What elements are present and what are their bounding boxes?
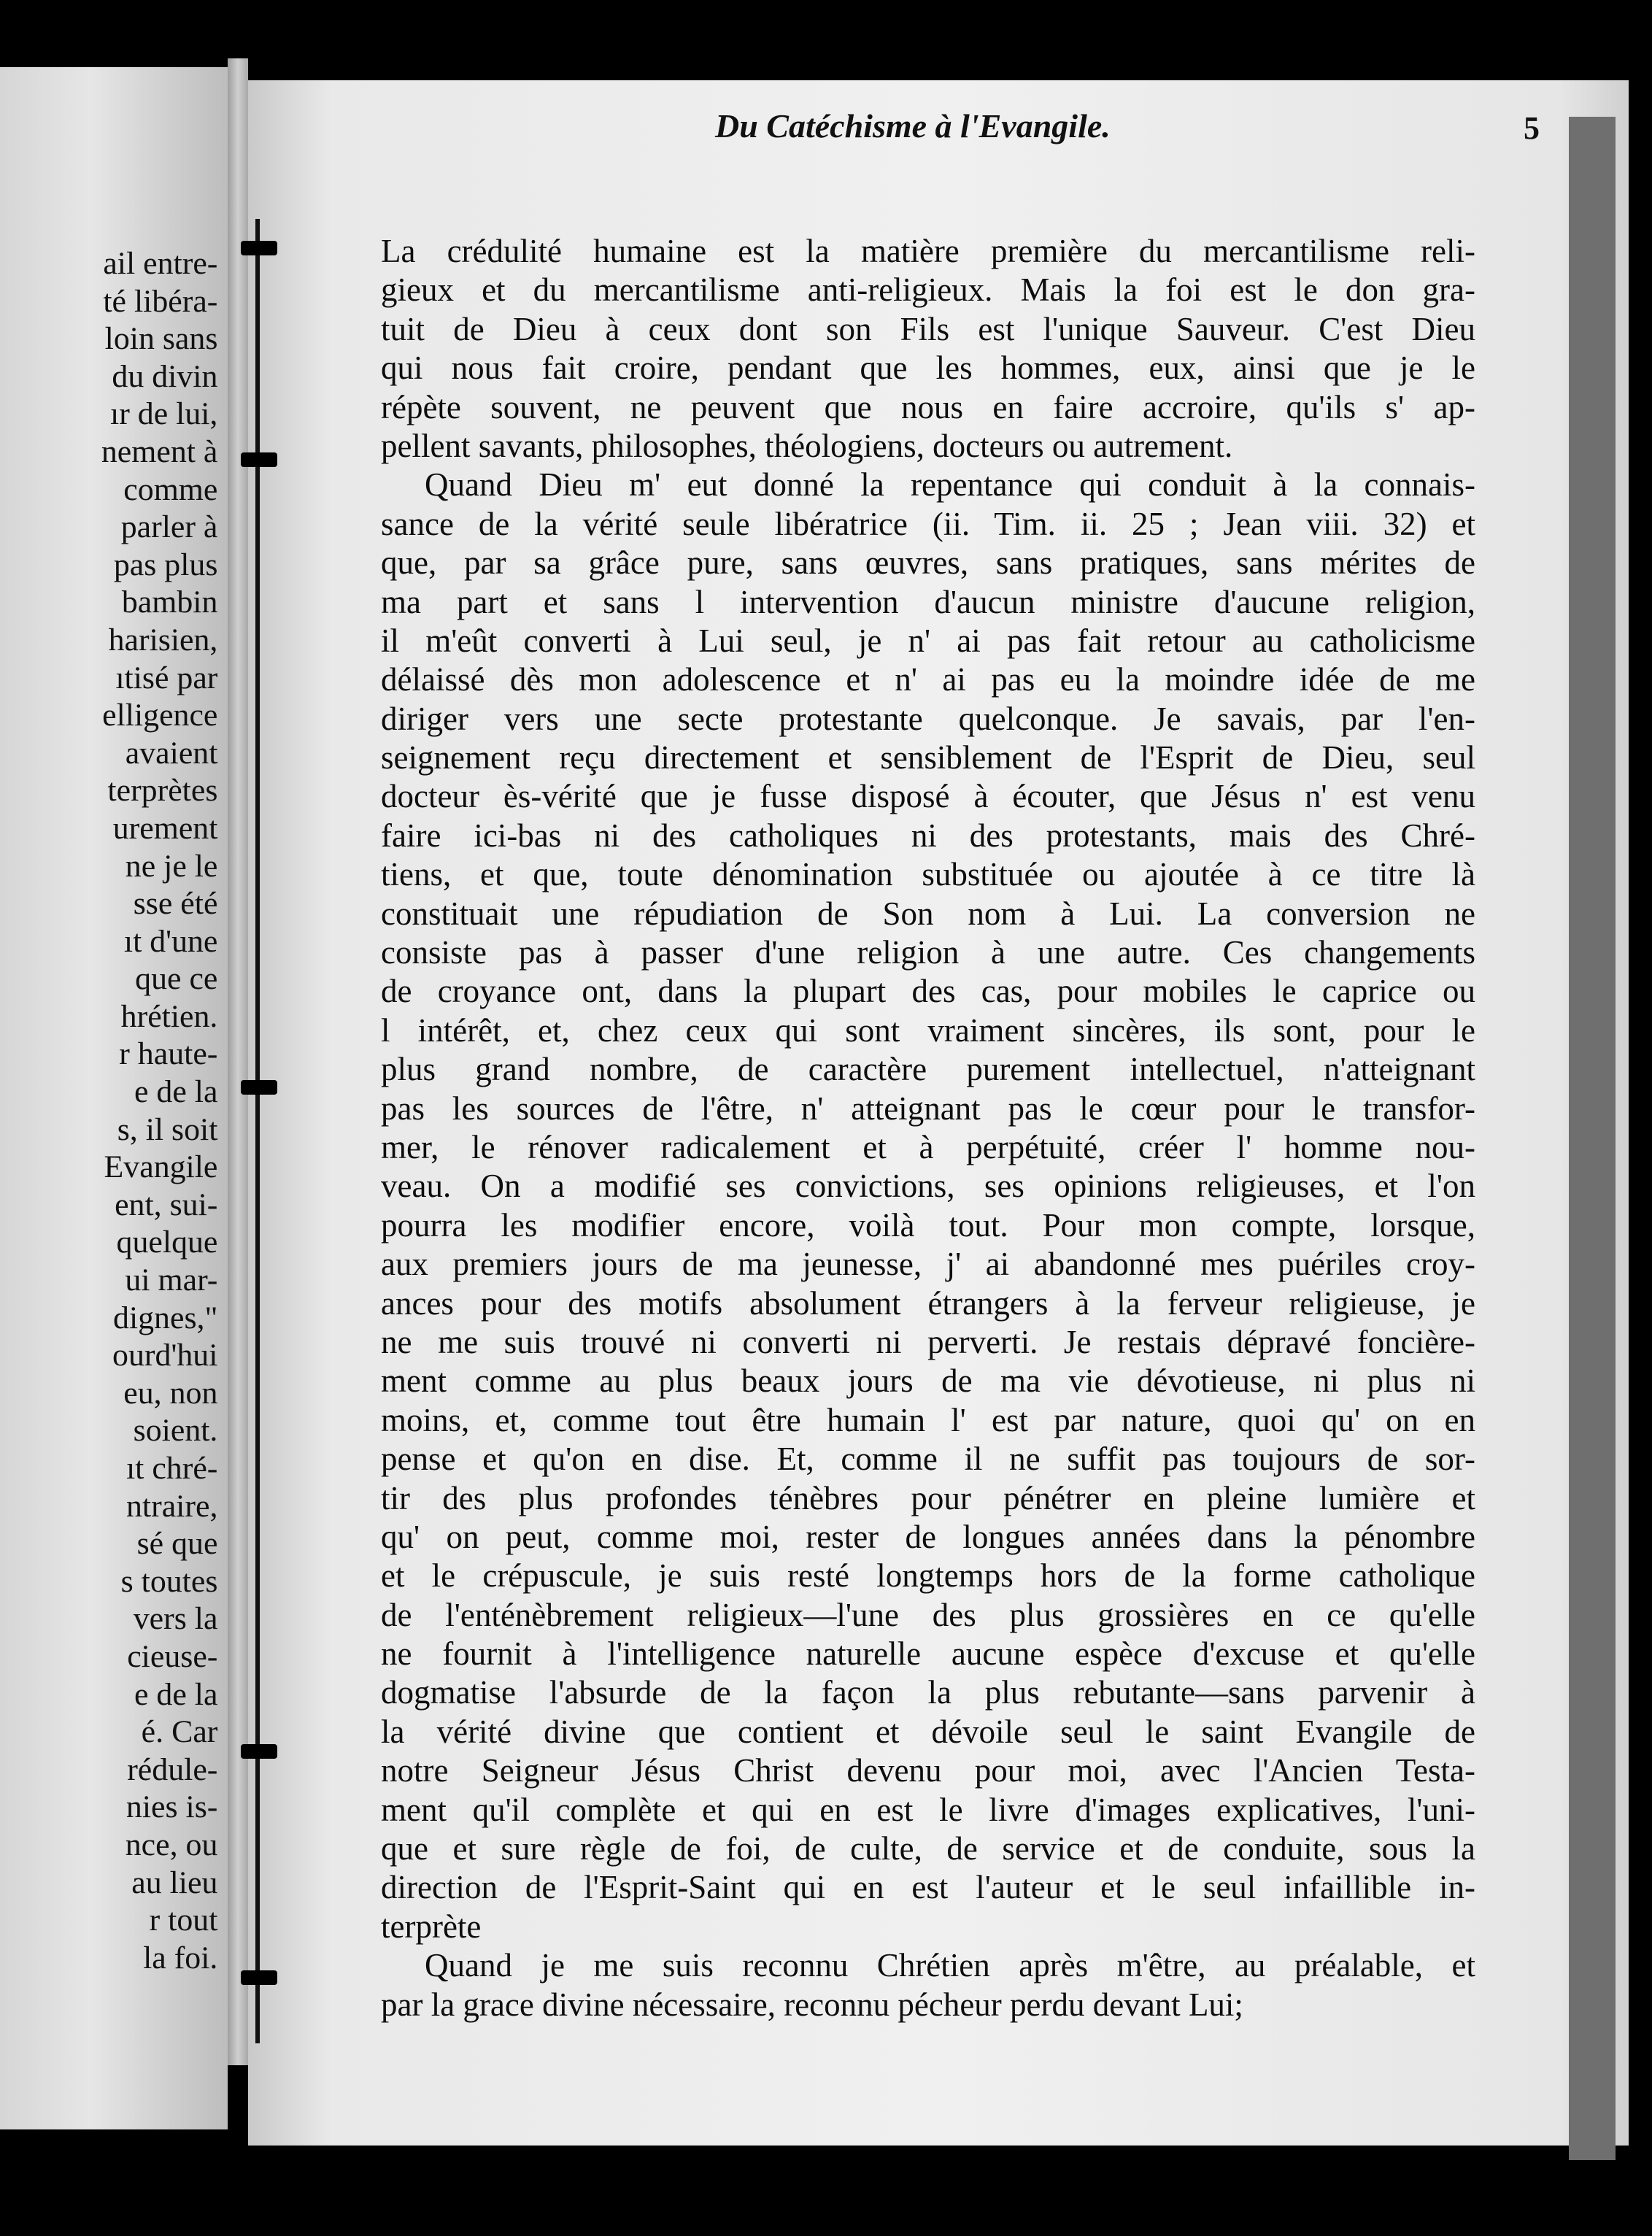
text-line: La crédulité humaine est la matière première du mercantilisme reli- bbox=[381, 233, 1475, 269]
text-line: de croyance ont, dans la plupart des cas, pour mobiles le caprice ou bbox=[381, 973, 1475, 1010]
book-gutter bbox=[228, 58, 248, 2065]
previous-page-line: sé que bbox=[136, 1527, 217, 1562]
text-line: ne me suis trouvé ni converti ni perverti. Je restais dépravé foncière- bbox=[381, 1323, 1475, 1360]
previous-page bbox=[0, 67, 228, 2129]
previous-page-line: ail entre- bbox=[102, 247, 217, 281]
text-line: plus grand nombre, de caractère purement intellectuel, n'atteignant bbox=[381, 1051, 1475, 1088]
previous-page-line: e de la bbox=[134, 1075, 217, 1110]
text-line: délaissé dès mon adolescence et n' ai pas eu la moindre idée de me bbox=[381, 661, 1475, 698]
text-line: notre Seigneur Jésus Christ devenu pour moi, avec l'Ancien Testa- bbox=[381, 1752, 1475, 1789]
text-line: aux premiers jours de ma jeunesse, j' ai abandonné mes puériles croy- bbox=[381, 1246, 1475, 1283]
text-line: sance de la vérité seule libératrice (ii. Tim. ii. 25 ; Jean viii. 32) et bbox=[381, 505, 1475, 542]
previous-page-line: té libéra- bbox=[102, 284, 217, 319]
text-line: il m'eût converti à Lui seul, je n' ai pas fait retour au catholicisme bbox=[381, 622, 1475, 659]
previous-page-line: ıt chré- bbox=[126, 1452, 217, 1486]
text-line: seignement reçu directement et sensiblement de l'Esprit de Dieu, seul bbox=[381, 739, 1475, 776]
text-line: l intérêt, et, chez ceux qui sont vraiment sincères, ils sont, pour le bbox=[381, 1011, 1475, 1049]
previous-page-line: cieuse- bbox=[126, 1639, 217, 1674]
binding-stitch bbox=[241, 1080, 277, 1095]
previous-page-line: harisien, bbox=[108, 622, 217, 658]
text-line: terprète bbox=[381, 1908, 482, 1945]
binding-stitch bbox=[241, 452, 277, 467]
previous-page-line: nies is- bbox=[126, 1790, 217, 1825]
text-line: qui nous fait croire, pendant que les hommes, eux, ainsi que je le bbox=[381, 350, 1475, 387]
previous-page-line: pas plus bbox=[113, 547, 217, 582]
previous-page-line: e de la bbox=[134, 1677, 217, 1712]
text-line: répète souvent, ne peuvent que nous en faire accroire, qu'ils s' ap- bbox=[381, 388, 1475, 425]
text-line: que, par sa grâce pure, sans œuvres, sans pratiques, sans mérites de bbox=[381, 544, 1475, 582]
text-line: gieux et du mercantilisme anti-religieux. Mais la foi est le don gra- bbox=[381, 271, 1475, 309]
previous-page-line: du divin bbox=[112, 359, 217, 394]
previous-page-line: vers la bbox=[133, 1602, 217, 1637]
previous-page-line: terprètes bbox=[107, 774, 217, 809]
previous-page-line: r tout bbox=[149, 1903, 217, 1938]
text-line: mer, le rénover radicalement et à perpétuité, créer l' homme nou- bbox=[381, 1128, 1475, 1165]
text-line: constituait une répudiation de Son nom à Lui. La conversion ne bbox=[381, 895, 1475, 932]
page-edge-shadow bbox=[1569, 117, 1616, 2160]
previous-page-line: ır de lui, bbox=[109, 397, 217, 432]
previous-page-line: elligence bbox=[101, 698, 217, 733]
text-line: tuit de Dieu à ceux dont son Fils est l'unique Sauveur. C'est Dieu bbox=[381, 310, 1475, 347]
text-line: Quand je me suis reconnu Chrétien après m'être, au préalable, et bbox=[425, 1947, 1475, 1984]
text-line: pourra les modifier encore, voilà tout. Pour mon compte, lorsque, bbox=[381, 1206, 1475, 1244]
text-line: ma part et sans l intervention d'aucun ministre d'aucune religion, bbox=[381, 583, 1475, 620]
text-line: ne fournit à l'intelligence naturelle aucune espèce d'excuse et qu'elle bbox=[381, 1635, 1475, 1673]
text-line: direction de l'Esprit-Saint qui en est l'auteur et le seul infaillible in- bbox=[381, 1869, 1475, 1906]
text-line: et le crépuscule, je suis resté longtemps hors de la forme catholique bbox=[381, 1557, 1475, 1595]
previous-page-line: s toutes bbox=[120, 1564, 217, 1599]
text-line: moins, et, comme tout être humain l' est par nature, quoi qu' on en bbox=[381, 1401, 1475, 1438]
previous-page-line: bambin bbox=[121, 585, 217, 620]
text-line: pellent savants, philosophes, théologiens, docteurs ou autrement. bbox=[381, 427, 1233, 464]
previous-page-text bbox=[101, 245, 217, 1977]
text-line: par la grace divine nécessaire, reconnu pécheur perdu devant Lui; bbox=[381, 1986, 1243, 2023]
text-line: de l'enténèbrement religieux—l'une des plus grossières en ce qu'elle bbox=[381, 1596, 1475, 1633]
running-title: Du Catéchisme à l'Evangile. bbox=[715, 107, 1111, 144]
previous-page-line: rédule- bbox=[126, 1752, 217, 1787]
text-line: ances pour des motifs absolument étrangers à la ferveur religieuse, je bbox=[381, 1284, 1475, 1322]
text-line: docteur ès-vérité que je fusse disposé à écouter, que Jésus n' est venu bbox=[381, 778, 1475, 815]
previous-page-line: ne je le bbox=[125, 849, 217, 884]
previous-page-line: la foi. bbox=[142, 1940, 217, 1975]
running-head bbox=[452, 107, 1547, 172]
binding-stitch bbox=[241, 1970, 277, 1985]
text-line: diriger vers une secte protestante quelconque. Je savais, par l'en- bbox=[381, 700, 1475, 737]
previous-page-line: nement à bbox=[101, 434, 217, 469]
previous-page-line: que ce bbox=[134, 962, 217, 997]
text-line: pense et qu'on en dise. Et, comme il ne suffit pas toujours de sor- bbox=[381, 1441, 1475, 1478]
previous-page-line: ourd'hui bbox=[112, 1338, 217, 1373]
previous-page-line: s, il soit bbox=[117, 1112, 217, 1147]
previous-page-line: ui mar- bbox=[124, 1263, 217, 1298]
previous-page-line: eu, non bbox=[123, 1376, 217, 1411]
text-line: tir des plus profondes ténèbres pour pénétrer en pleine lumière et bbox=[381, 1479, 1475, 1516]
body-text bbox=[381, 232, 1475, 2024]
binding-thread bbox=[255, 219, 260, 2043]
previous-page-line: quelque bbox=[116, 1225, 217, 1260]
previous-page-line: ent, sui- bbox=[114, 1187, 217, 1222]
previous-page-line: é. Car bbox=[141, 1715, 217, 1750]
previous-page-line: Evangile bbox=[104, 1150, 217, 1185]
previous-page-line: ıt d'une bbox=[123, 924, 217, 959]
previous-page-line: ntraire, bbox=[126, 1489, 217, 1524]
text-line: pas les sources de l'être, n' atteignant pas le cœur pour le transfor- bbox=[381, 1090, 1475, 1127]
previous-page-line: ıtisé par bbox=[115, 660, 217, 695]
previous-page-line: parler à bbox=[120, 510, 217, 545]
text-line: ment comme au plus beaux jours de ma vie dévotieuse, ni plus ni bbox=[381, 1362, 1475, 1400]
previous-page-line: au lieu bbox=[131, 1865, 217, 1900]
binding-stitch bbox=[241, 241, 277, 255]
text-line: que et sure règle de foi, de culte, de service et de conduite, sous la bbox=[381, 1830, 1475, 1867]
previous-page-line: hrétien. bbox=[120, 999, 217, 1034]
text-line: consiste pas à passer d'une religion à une autre. Ces changements bbox=[381, 934, 1475, 971]
text-line: veau. On a modifié ses convictions, ses opinions religieuses, et l'on bbox=[381, 1168, 1475, 1205]
text-line: faire ici-bas ni des catholiques ni des protestants, mais des Chré- bbox=[381, 817, 1475, 854]
text-line: ment qu'il complète et qui en est le livre d'images explicatives, l'uni- bbox=[381, 1791, 1475, 1828]
previous-page-line: nce, ou bbox=[125, 1827, 217, 1862]
text-line: Quand Dieu m' eut donné la repentance qui conduit à la connais- bbox=[425, 466, 1475, 504]
previous-page-line: soient. bbox=[133, 1414, 217, 1449]
binding-stitch bbox=[241, 1744, 277, 1759]
previous-page-line: r haute- bbox=[118, 1037, 217, 1072]
text-line: la vérité divine que contient et dévoile seul le saint Evangile de bbox=[381, 1713, 1475, 1750]
previous-page-line: sse été bbox=[133, 887, 217, 922]
previous-page-line: urement bbox=[112, 811, 217, 846]
previous-page-line: avaient bbox=[125, 736, 217, 771]
text-line: qu' on peut, comme moi, rester de longues années dans la pénombre bbox=[381, 1518, 1475, 1555]
page-number: 5 bbox=[1524, 110, 1540, 146]
text-line: dogmatise l'absurde de la façon la plus rebutante—sans parvenir à bbox=[381, 1674, 1475, 1711]
previous-page-line: dignes," bbox=[112, 1300, 217, 1335]
previous-page-line: loin sans bbox=[104, 322, 217, 357]
text-line: tiens, et que, toute dénomination substituée ou ajoutée à ce titre là bbox=[381, 856, 1475, 893]
previous-page-line: comme bbox=[123, 472, 217, 507]
